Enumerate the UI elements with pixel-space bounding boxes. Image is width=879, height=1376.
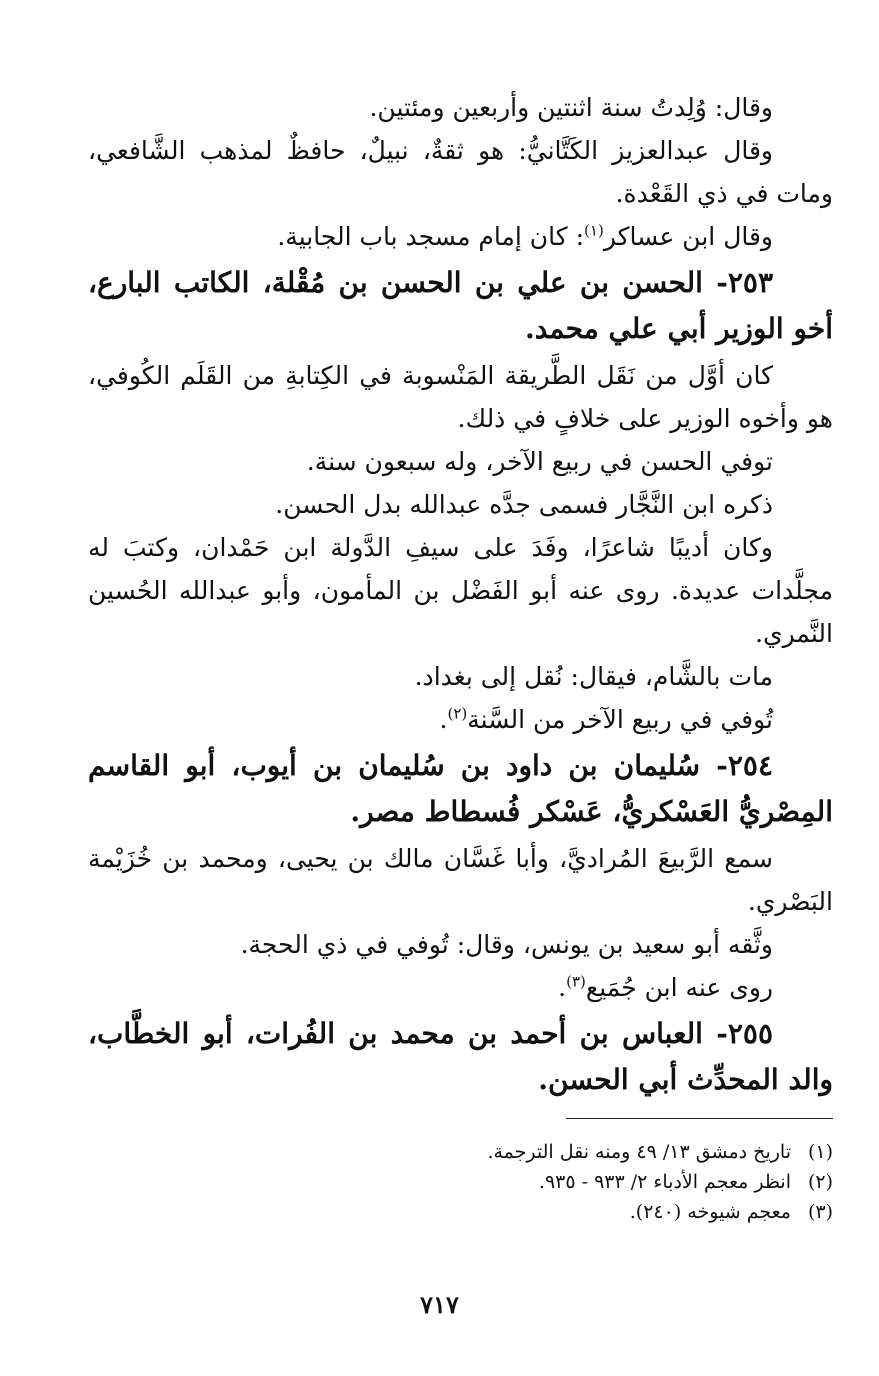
body-paragraph: كان أوَّل من نَقَل الطَّريقة المَنْسوبة في الكِتابةِ من القَلَم الكُوفي، هو وأخوه الوزير على خلافٍ في ذلك. [88, 361, 833, 433]
body-paragraph: سمع الرَّبيعَ المُراديَّ، وأبا غَسَّان مالك بن يحيى، ومحمد بن خُزَيْمة البَصْري. [88, 844, 833, 916]
biography-entry-heading: ٢٥٥- العباس بن أحمد بن محمد بن الفُرات، أبو الخطَّاب، والد المحدِّث أبي الحسن. [88, 1017, 833, 1096]
footnote-number: (١) [807, 1141, 833, 1163]
body-paragraph: ذكره ابن النَّجَّار فسمى جدَّه عبدالله بدل الحسن. [275, 490, 773, 519]
body-paragraph: وكان أديبًا شاعرًا، وفَدَ على سيفِ الدَّولة ابن حَمْدان، وكتبَ له مجلَّدات عديدة. روى عنه أبو الفَضْل بن المأمون، وأبو عبدالله الحُسين النَّمري. [88, 533, 833, 648]
page-body [88, 86, 833, 1105]
footnotes-section [88, 1118, 833, 1227]
body-paragraph: تُوفي في ربيع الآخر من السَّنة$^{(٢)}$. [439, 704, 773, 734]
footnote-divider [566, 1118, 833, 1119]
body-paragraph: وثَّقه أبو سعيد بن يونس، وقال: تُوفي في ذي الحجة. [240, 930, 773, 959]
biography-entry-heading: ٢٥٤- سُليمان بن داود بن سُليمان بن أيوب، أبو القاسم المِصْريُّ العَسْكريُّ، عَسْكر فُسطاط مصر. [88, 749, 833, 828]
footnote-item [88, 1137, 833, 1167]
body-paragraph: وقال ابن عساكر$^{(١)}$: كان إمام مسجد باب الجابية. [277, 221, 773, 251]
footnote-text: انظر معجم الأدباء ٢/ ٩٣٣ - ٩٣٥. [538, 1171, 791, 1193]
biography-entry-heading: ٢٥٣- الحسن بن علي بن الحسن بن مُقْلة، الكاتب البارع، أخو الوزير أبي علي محمد. [88, 266, 833, 345]
footnote-text: معجم شيوخه (٢٤٠). [629, 1201, 791, 1223]
body-paragraph: مات بالشَّام، فيقال: نُقل إلى بغداد. [414, 662, 773, 691]
footnote-number: (٣) [807, 1201, 833, 1223]
footnote-ref[interactable]: (٣) [566, 972, 586, 991]
footnote-ref[interactable]: (٢) [447, 704, 468, 723]
footnote-ref[interactable]: (١) [584, 221, 604, 240]
footnote-number: (٢) [807, 1171, 833, 1193]
footnote-text: تاريخ دمشق ١٣/ ٤٩ ومنه نقل الترجمة. [487, 1141, 791, 1163]
body-paragraph: روى عنه ابن جُمَيع$^{(٣)}$. [558, 972, 773, 1002]
page-number: ٧١٧ [420, 1290, 459, 1319]
body-paragraph: وقال عبدالعزيز الكَتَّانيُّ: هو ثقةٌ، نبيلٌ، حافظٌ لمذهب الشَّافعي، ومات في ذي القَعْدة. [88, 136, 833, 208]
body-paragraph: وقال: وُلِدتُ سنة اثنتين وأربعين ومئتين. [369, 93, 773, 122]
footnote-item [88, 1197, 833, 1227]
footnote-item [88, 1167, 833, 1197]
body-paragraph: توفي الحسن في ربيع الآخر، وله سبعون سنة. [306, 447, 773, 476]
